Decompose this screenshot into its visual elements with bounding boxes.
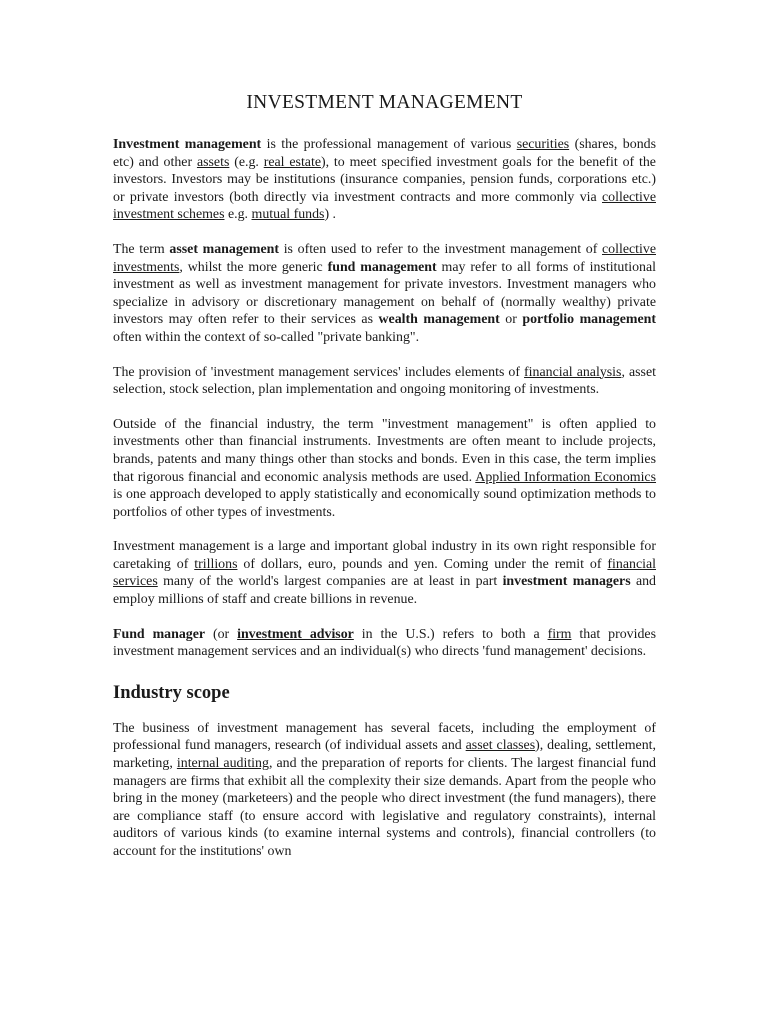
link-asset-classes[interactable]: asset classes [465,738,536,754]
link-firm[interactable]: firm [547,626,572,642]
link-investment-advisor[interactable]: investment advisor [237,626,354,642]
link-financial-services[interactable]: financial services [113,556,657,590]
bold-term: Investment management [113,137,262,152]
bold-term: fund management [327,259,437,275]
paragraph-asset-management: The term asset management is often used to refer to the investment management of collective investments, whilst the more generic fund management may refer to all forms of institutional investment as well as investment management for private investors. Investment managers who specialize in advisory or discretionary management on behalf of (normally wealthy) private investors may often refer to their services as wealth management or portfolio management often within the context of so-called "private banking". [113,241,656,345]
link-mutual-funds[interactable]: mutual funds [251,207,325,223]
link-real-estate[interactable]: real estate [263,154,321,170]
link-trillions[interactable]: trillions [194,556,238,572]
section-heading: Industry scope [113,682,230,703]
link-collective-investment-schemes[interactable]: collective investment schemes [113,189,656,223]
paragraph-services: The provision of 'investment management services' includes elements of financial analysis, asset selection, stock selection, plan implementation and ongoing monitoring of investments. [113,364,656,398]
bold-term: investment managers [502,574,631,590]
link-securities[interactable]: securities [516,137,570,152]
paragraph-global-industry: Investment management is a large and important global industry in its own right responsible for caretaking of trillions of dollars, euro, pounds and yen. Coming under the remit of financial services many of the world's largest companies are at least in part investment managers and employ millions of staff and create billions in revenue. [113,539,657,608]
bold-term: asset management [169,241,280,257]
link-applied-information-economics[interactable]: Applied Information Economics [475,469,657,485]
link-internal-auditing[interactable]: internal auditing [176,756,269,772]
link-assets[interactable]: assets [196,154,230,170]
paragraph-industry-scope: The business of investment management has several facets, including the employment of professional fund managers, research (of individual assets and asset classes), dealing, settlement, marketing, internal auditing, and the preparation of reports for clients. The largest financial fund managers are firms that exhibit all the complexity their size demands. Apart from the people who bring in the money (marketeers) and the people who direct investment (the fund managers), there are compliance staff (to ensure accord with legislative and regulatory constraints), internal auditors of various kinds (to examine internal systems and controls), financial controllers (to account for the institutions' own [113,720,656,859]
paragraph-outside-industry: Outside of the financial industry, the term "investment management" is often applied to investments other than financial instruments. Investments are often meant to include projects, brands, patents and many things other than stocks and bonds. Even in this case, the term implies that rigorous financial and economic analysis methods are used. Applied Information Economics is one approach developed to apply statistically and economically sound optimization methods to portfolios of other types of investments. [113,416,657,520]
paragraph-intro: Investment management is the professional management of various securities (shares, bonds etc) and other assets (e.g. real estate), to meet specified investment goals for the benefit of the investors. Investors may be institutions (insurance companies, pension funds, corporations etc.) or private investors (both directly via investment contracts and more commonly via collective investment schemes e.g. mutual funds) . [113,137,656,223]
bold-term: wealth management [378,312,500,328]
link-financial-analysis[interactable]: financial analysis [524,364,622,380]
bold-term: Fund manager [113,626,206,642]
page-title: INVESTMENT MANAGEMENT [246,92,523,113]
link-collective-investments[interactable]: collective investments [113,241,656,275]
bold-term: portfolio management [522,312,656,328]
paragraph-fund-manager: Fund manager (or investment advisor in the U.S.) refers to both a firm that provides investment management services and an individual(s) who directs 'fund management' decisions. [113,626,656,660]
